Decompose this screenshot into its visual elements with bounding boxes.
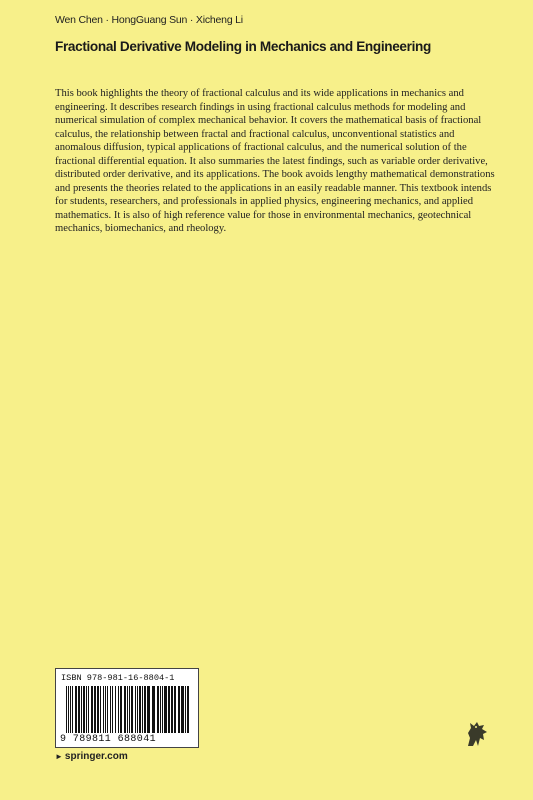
book-description bbox=[55, 87, 497, 236]
book-title: Fractional Derivative Modeling in Mechanics and Engineering bbox=[55, 39, 431, 54]
barcode-box bbox=[55, 668, 199, 748]
springer-horse-logo-icon bbox=[462, 718, 492, 748]
barcode-digits: 9 789811 688041 bbox=[60, 734, 157, 745]
isbn-label: ISBN 978-981-16-8804-1 bbox=[61, 673, 175, 683]
authors: Wen Chen · HongGuang Sun · Xicheng Li bbox=[55, 14, 243, 26]
description-paragraph: This book highlights the theory of fractional calculus and its wide applications in mechanics and engineering. It describes research findings in using fractional calculus methods for modeling and numerical simulation of complex mechanical behavior. It covers the mathematical basis of fractional calculus, the relationship between fractal and fractional calculus, unconventional statistics and anomalous diffusion, typical applications of fractional calculus, and the numerical solution of the fractional differential equation. It also summaries the latest findings, such as variable order derivative, distributed order derivative, and its applications. The book avoids lengthy mathematical demonstrations and presents the theories related to the applications in an easily readable manner. This textbook intends for students, researchers, and professionals in applied physics, engineering mechanics, and applied mathematics. It is also of high reference value for those in environmental mechanics, geotechnical mechanics, biomechanics, and rheology. bbox=[55, 88, 495, 234]
arrow-icon: ► bbox=[55, 752, 63, 761]
website-label: springer.com bbox=[64, 751, 128, 762]
publisher-website-link[interactable] bbox=[55, 751, 128, 762]
barcode-icon bbox=[64, 686, 192, 733]
